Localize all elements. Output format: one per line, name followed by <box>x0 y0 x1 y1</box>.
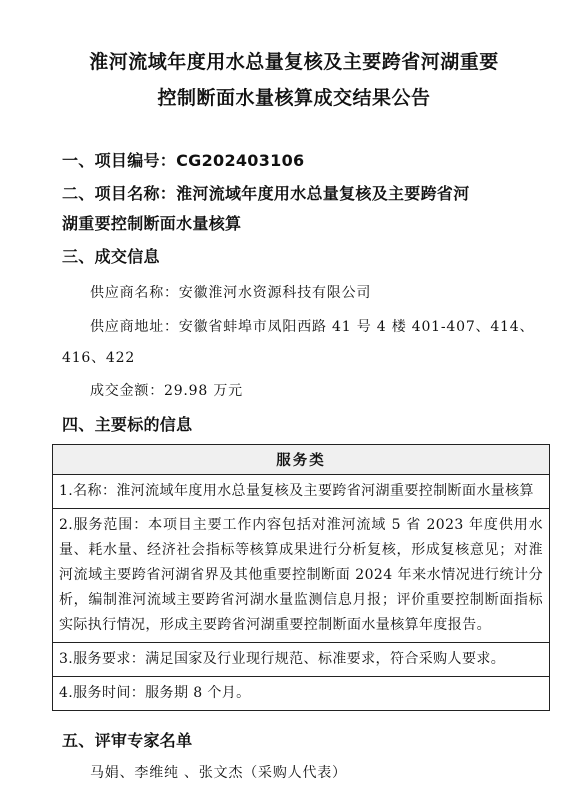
section-deal-info: 三、成交信息 <box>62 247 160 266</box>
section-project-name-cont: 湖重要控制断面水量核算 <box>62 214 242 233</box>
deal-amount: 成交金额：29.98 万元 <box>90 383 243 399</box>
page-title-line-1: 淮河流域年度用水总量复核及主要跨省河湖重要 <box>89 51 499 73</box>
section-experts: 五、评审专家名单 <box>62 731 193 750</box>
table-row-name: 1.名称：淮河流域年度用水总量复核及主要跨省河湖重要控制断面水量核算 <box>53 475 550 509</box>
supplier-name: 供应商名称：安徽淮河水资源科技有限公司 <box>90 285 372 301</box>
table-row-scope: 2.服务范围：本项目主要工作内容包括对淮河流域 5 省 2023 年度供用水量、耗水量、经济社会指标等核算成果进行分析复核，形成复核意见；对淮河流域主要跨省河湖省界及其他重要控制断面 2024 年来水情况进行统计分析，编制淮河流域主要跨省河湖水量监测信息月报；评价重要控制断面指标实际执行情况，形成主要跨省河湖重要控制断面水量核算年度报告。 <box>53 509 550 643</box>
table-row-requirements: 3.服务要求：满足国家及行业现行规范、标准要求，符合采购人要求。 <box>53 643 550 677</box>
table-header: 服务类 <box>53 445 550 475</box>
section-project-number: 一、项目编号：CG202403106 <box>62 151 305 170</box>
expert-list: 马娟、李维纯 、张文杰（采购人代表） <box>90 765 347 781</box>
section-project-name: 二、项目名称：淮河流域年度用水总量复核及主要跨省河 <box>62 184 470 203</box>
section-main-subject: 四、主要标的信息 <box>62 415 193 434</box>
table-row-duration: 4.服务时间：服务期 8 个月。 <box>53 677 550 711</box>
subject-info-table <box>52 444 550 711</box>
page-title-line-2: 控制断面水量核算成交结果公告 <box>157 87 431 109</box>
supplier-address: 供应商地址：安徽省蚌埠市凤阳西路 41 号 4 楼 401-407、414、 <box>90 319 535 335</box>
supplier-address-cont: 416、422 <box>62 350 136 366</box>
